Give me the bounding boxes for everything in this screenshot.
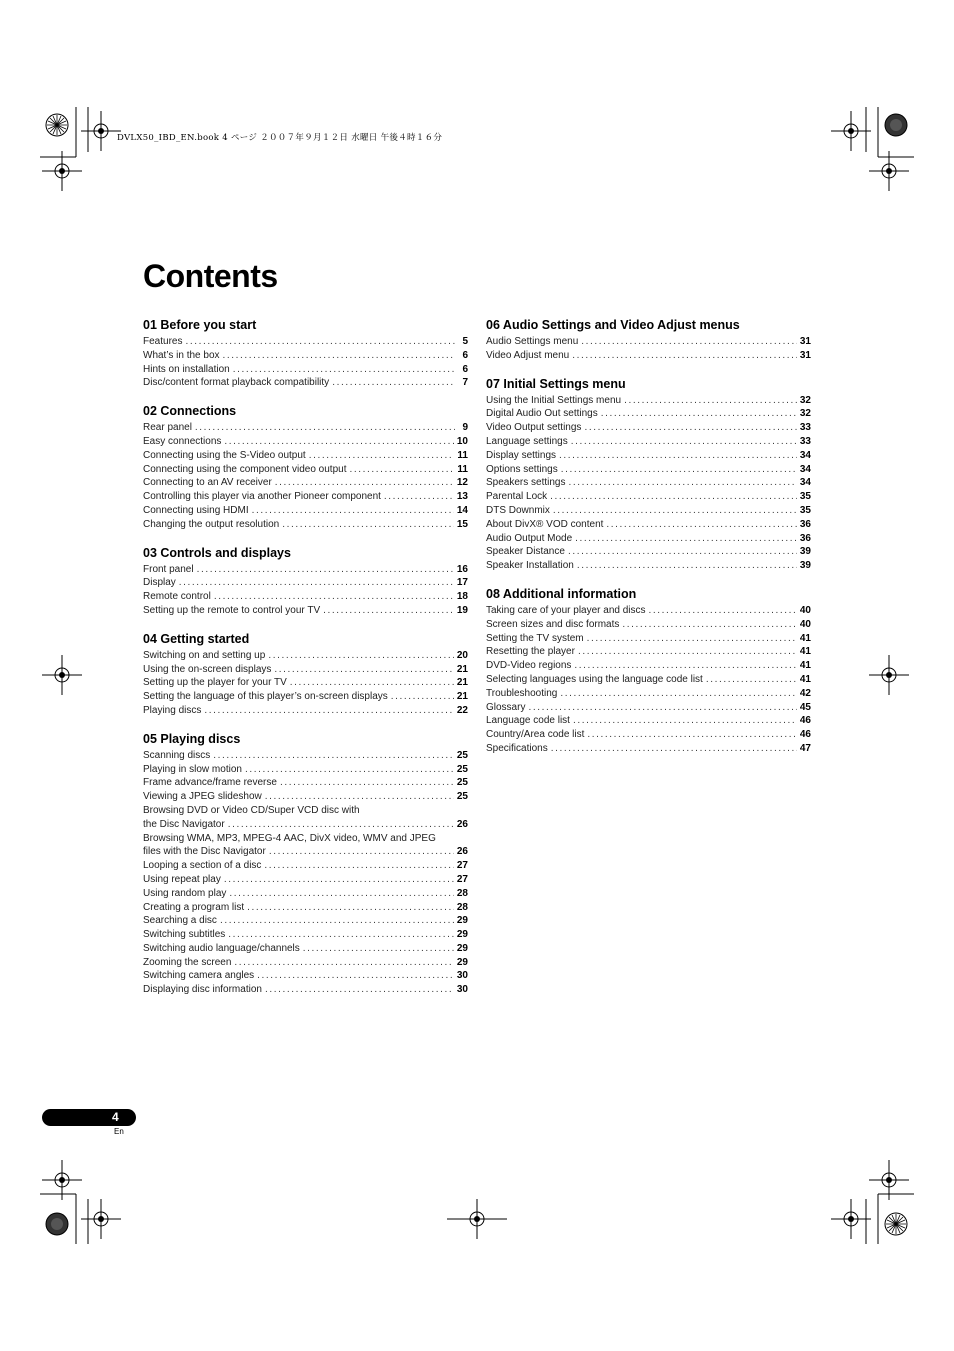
toc-entry[interactable] <box>486 604 811 618</box>
toc-entry[interactable] <box>486 687 811 701</box>
toc-entry[interactable] <box>486 449 811 463</box>
toc-entry[interactable] <box>143 663 468 677</box>
toc-entry-title: Country/Area code list <box>486 729 585 741</box>
toc-entry-title: Disc/content format playback compatibility <box>143 377 330 389</box>
toc-entry-page: 29 <box>456 956 468 968</box>
toc-entry-page: 31 <box>799 349 811 361</box>
toc-entry[interactable] <box>143 928 468 942</box>
toc-entry-title: Viewing a JPEG slideshow <box>143 791 262 803</box>
toc-entry[interactable] <box>143 790 468 804</box>
toc-entry-page: 39 <box>799 546 811 558</box>
toc-entry[interactable] <box>143 956 468 970</box>
toc-entry-title: Troubleshooting <box>486 687 558 699</box>
toc-entry-page: 46 <box>799 729 811 741</box>
toc-entry-page: 35 <box>799 504 811 516</box>
toc-entry-title: Switching audio language/channels <box>143 942 300 954</box>
dot-leader <box>195 421 455 435</box>
dot-leader <box>274 663 453 677</box>
dot-leader <box>197 563 454 577</box>
dot-leader <box>574 659 796 673</box>
toc-entry-page: 25 <box>456 791 468 803</box>
dot-leader <box>309 449 455 463</box>
toc-entry-page: 32 <box>799 408 811 420</box>
toc-entry-title: Switching camera angles <box>143 970 255 982</box>
toc-entry-page: 28 <box>456 901 468 913</box>
toc-entry-page: 41 <box>799 646 811 658</box>
toc-entry-page: 35 <box>799 491 811 503</box>
dot-leader <box>384 490 454 504</box>
toc-entry-title: Language code list <box>486 715 570 727</box>
toc-entry-page: 41 <box>799 660 811 672</box>
toc-section <box>143 732 468 997</box>
toc-section <box>143 546 468 618</box>
toc-entry-title: DVD-Video regions <box>486 660 572 672</box>
toc-entry[interactable] <box>143 969 468 983</box>
toc-entry[interactable] <box>143 942 468 956</box>
toc-entry-title-line: Browsing WMA, MP3, MPEG-4 AAC, DivX video, WMV and JPEG <box>143 832 436 844</box>
toc-entry-title: the Disc Navigator <box>143 818 225 830</box>
toc-section-heading: 02 Connections <box>143 404 237 419</box>
dot-leader <box>706 673 797 687</box>
toc-entry[interactable] <box>486 673 811 687</box>
toc-entry-page: 33 <box>799 422 811 434</box>
toc-entry[interactable] <box>143 749 468 763</box>
toc-entry-page: 15 <box>456 518 468 530</box>
toc-entry[interactable] <box>143 590 468 604</box>
toc-entry[interactable] <box>486 394 811 408</box>
toc-entry[interactable] <box>486 421 811 435</box>
toc-entry-page: 26 <box>456 846 468 858</box>
toc-entry[interactable] <box>486 463 811 477</box>
dot-leader <box>214 590 454 604</box>
toc-entry-page: 25 <box>456 763 468 775</box>
toc-entry-title: Speakers settings <box>486 477 566 489</box>
registration-mark-icon <box>831 111 871 151</box>
toc-entry-title: About DivX® VOD content <box>486 518 604 530</box>
toc-right-column <box>486 318 811 770</box>
toc-entry-title: Connecting using the S-Video output <box>143 449 306 461</box>
toc-entry[interactable] <box>143 676 468 690</box>
toc-entry-title: What’s in the box <box>143 349 220 361</box>
toc-entry-page: 45 <box>799 701 811 713</box>
dot-leader <box>265 790 454 804</box>
toc-entry-title: Video Adjust menu <box>486 349 570 361</box>
dot-leader <box>569 476 797 490</box>
dot-leader <box>550 490 797 504</box>
dot-leader <box>587 728 796 742</box>
dot-leader <box>572 349 797 363</box>
toc-entry-title: Connecting using HDMI <box>143 504 249 516</box>
toc-entry-title: Features <box>143 336 183 347</box>
dot-leader <box>577 559 797 573</box>
registration-mark-icon <box>81 111 121 151</box>
toc-entry-title: Display settings <box>486 449 557 461</box>
dot-leader <box>275 476 454 490</box>
dot-leader <box>269 845 454 859</box>
dot-leader <box>247 901 454 915</box>
toc-entry-title: Connecting to an AV receiver <box>143 477 272 489</box>
toc-entry[interactable] <box>486 349 811 363</box>
toc-entry-page: 47 <box>799 742 811 754</box>
toc-entry-page: 30 <box>456 970 468 982</box>
toc-entry-page: 40 <box>799 618 811 630</box>
toc-entry-title: Using the on-screen displays <box>143 663 272 675</box>
toc-entry-title: Connecting using the component video output <box>143 463 347 475</box>
dot-leader <box>624 394 797 408</box>
toc-entry[interactable] <box>143 563 468 577</box>
dot-leader <box>559 449 797 463</box>
toc-entry[interactable] <box>143 690 468 704</box>
toc-entry-title: Setting the TV system <box>486 632 584 644</box>
toc-entry[interactable] <box>143 463 468 477</box>
toc-entry[interactable] <box>143 349 468 363</box>
toc-entry-title: Parental Lock <box>486 491 548 503</box>
dot-leader <box>528 701 796 715</box>
toc-entry-title: Using the Initial Settings menu <box>486 394 622 406</box>
page-number-tab <box>42 1109 136 1126</box>
toc-section-heading: 07 Initial Settings menu <box>486 376 626 391</box>
toc-section-heading: 01 Before you start <box>143 318 257 332</box>
toc-entry-page: 40 <box>799 604 811 616</box>
dot-leader <box>323 604 454 618</box>
toc-entry[interactable] <box>143 873 468 887</box>
dot-leader <box>252 504 454 518</box>
toc-entry-title: Audio Settings menu <box>486 336 579 347</box>
toc-entry-page: 21 <box>456 663 468 675</box>
toc-entry[interactable] <box>486 407 811 421</box>
toc-entry-page: 34 <box>799 477 811 489</box>
toc-entry-page: 6 <box>462 349 468 361</box>
toc-entry-title: Glossary <box>486 701 526 713</box>
toc-entry-title: Front panel <box>143 563 194 575</box>
dot-leader <box>303 942 454 956</box>
toc-entry-title: Speaker Distance <box>486 546 565 558</box>
print-header-line: DVLX50_IBD_EN.book 4 ページ ２００７年９月１２日 水曜日 午後４時１６分 <box>117 133 443 143</box>
toc-entry-title: Hints on installation <box>143 363 230 375</box>
toc-entry-page: 30 <box>456 984 468 996</box>
dot-leader <box>282 518 454 532</box>
toc-entry[interactable] <box>143 421 468 435</box>
toc-entry-page: 10 <box>456 435 468 447</box>
dot-leader <box>265 983 454 997</box>
toc-entry-page: 42 <box>799 687 811 699</box>
dot-leader <box>179 576 454 590</box>
toc-entry-line <box>143 845 468 859</box>
registration-star-icon <box>46 114 68 136</box>
dot-leader <box>245 763 454 777</box>
dot-leader <box>561 463 797 477</box>
toc-entry-title: Playing in slow motion <box>143 763 242 775</box>
toc-entry-title: Controlling this player via another Pioneer component <box>143 491 381 503</box>
toc-entry-page: 13 <box>456 491 468 503</box>
toc-entry-title: Using repeat play <box>143 873 221 885</box>
toc-entry-page: 5 <box>462 336 468 347</box>
toc-entry[interactable] <box>486 532 811 546</box>
toc-entry-page: 32 <box>799 394 811 406</box>
toc-entry-title: Setting up the remote to control your TV <box>143 604 321 616</box>
toc-entry-title: Frame advance/frame reverse <box>143 777 277 789</box>
toc-entry[interactable] <box>486 559 811 573</box>
dot-leader <box>233 363 455 377</box>
registration-solid-icon <box>46 1213 68 1235</box>
toc-entry[interactable] <box>486 504 811 518</box>
toc-section <box>143 632 468 718</box>
toc-entry-page: 34 <box>799 463 811 475</box>
toc-entry-title: Setting up the player for your TV <box>143 677 287 689</box>
toc-entry-page: 26 <box>456 818 468 830</box>
toc-entry-page: 29 <box>456 929 468 941</box>
toc-entry-page: 6 <box>462 363 468 375</box>
toc-entry-page: 33 <box>799 435 811 447</box>
toc-entry[interactable] <box>486 490 811 504</box>
toc-entry[interactable] <box>143 804 468 832</box>
dot-leader <box>224 873 454 887</box>
toc-entry[interactable] <box>143 887 468 901</box>
toc-entry-page: 36 <box>799 518 811 530</box>
toc-entry-page: 41 <box>799 673 811 685</box>
toc-entry-title: Switching on and setting up <box>143 649 266 661</box>
dot-leader <box>268 649 454 663</box>
toc-entry-page: 46 <box>799 715 811 727</box>
registration-mark-icon <box>869 655 909 695</box>
toc-entry-title: Taking care of your player and discs <box>486 604 646 616</box>
dot-leader <box>204 704 454 718</box>
dot-leader <box>573 714 797 728</box>
toc-entry[interactable] <box>143 704 468 718</box>
toc-section <box>486 318 811 363</box>
toc-section-heading: 05 Playing discs <box>143 731 241 746</box>
toc-entry-title-line: Browsing DVD or Video CD/Super VCD disc with <box>143 804 360 816</box>
toc-entry-page: 14 <box>456 504 468 516</box>
dot-leader <box>280 776 454 790</box>
dot-leader <box>224 435 453 449</box>
toc-section <box>486 587 811 756</box>
toc-entry-page: 12 <box>456 477 468 489</box>
registration-mark-icon <box>42 655 82 695</box>
dot-leader <box>553 504 797 518</box>
toc-entry-page: 21 <box>456 691 468 703</box>
toc-section-heading: 06 Audio Settings and Video Adjust menus <box>486 318 740 332</box>
dot-leader <box>581 335 797 349</box>
toc-entry[interactable] <box>143 476 468 490</box>
toc-entry[interactable] <box>486 335 811 349</box>
registration-star-icon <box>885 1213 907 1235</box>
toc-entry-page: 29 <box>456 942 468 954</box>
toc-entry-title: DTS Downmix <box>486 504 550 516</box>
registration-mark-icon <box>81 1199 121 1239</box>
toc-entry-page: 21 <box>456 677 468 689</box>
dot-leader <box>264 859 453 873</box>
toc-entry[interactable] <box>143 649 468 663</box>
dot-leader <box>185 335 455 349</box>
dot-leader <box>551 742 797 756</box>
dot-leader <box>229 887 454 901</box>
page-number: 4 <box>112 1110 119 1124</box>
dot-leader <box>571 435 797 449</box>
toc-entry-page: 20 <box>456 649 468 661</box>
toc-entry[interactable] <box>486 742 811 756</box>
toc-entry-title: Easy connections <box>143 435 222 447</box>
toc-left-column <box>143 318 468 1011</box>
dot-leader <box>290 676 454 690</box>
toc-entry-title: Switching subtitles <box>143 929 226 941</box>
toc-entry-page: 39 <box>799 560 811 572</box>
toc-entry-title: files with the Disc Navigator <box>143 846 266 858</box>
dot-leader <box>587 632 797 646</box>
toc-entry[interactable] <box>143 763 468 777</box>
dot-leader <box>223 349 455 363</box>
toc-entry[interactable] <box>143 914 468 928</box>
dot-leader <box>220 914 454 928</box>
dot-leader <box>601 407 797 421</box>
toc-section-heading: 03 Controls and displays <box>143 545 291 560</box>
toc-entry-title: Looping a section of a disc <box>143 860 262 872</box>
registration-mark-icon <box>831 1199 871 1239</box>
toc-entry-page: 17 <box>456 577 468 589</box>
toc-entry-page: 41 <box>799 632 811 644</box>
toc-entry-title: Changing the output resolution <box>143 518 280 530</box>
toc-entry[interactable] <box>143 363 468 377</box>
toc-entry[interactable] <box>486 645 811 659</box>
dot-leader <box>349 463 454 477</box>
dot-leader <box>228 818 454 832</box>
toc-entry-title: Setting the language of this player’s on-screen displays <box>143 691 388 703</box>
toc-entry-title: Zooming the screen <box>143 956 232 968</box>
toc-entry[interactable] <box>143 335 468 349</box>
toc-entry-page: 29 <box>456 915 468 927</box>
toc-entry[interactable] <box>143 435 468 449</box>
toc-entry[interactable] <box>486 714 811 728</box>
toc-entry-title: Digital Audio Out settings <box>486 408 598 420</box>
toc-entry-page: 25 <box>456 749 468 761</box>
toc-entry-title: Displaying disc information <box>143 984 262 996</box>
toc-entry-title: Language settings <box>486 435 568 447</box>
toc-entry[interactable] <box>143 504 468 518</box>
toc-entry-page: 7 <box>462 377 468 389</box>
toc-entry[interactable] <box>486 435 811 449</box>
toc-entry-page: 19 <box>456 604 468 616</box>
dot-leader <box>584 421 796 435</box>
toc-entry-title: Video Output settings <box>486 422 582 434</box>
toc-entry[interactable] <box>143 376 468 390</box>
toc-section <box>143 318 468 390</box>
toc-entry[interactable] <box>143 983 468 997</box>
toc-entry[interactable] <box>486 659 811 673</box>
toc-entry[interactable] <box>486 618 811 632</box>
toc-entry-title: Playing discs <box>143 704 202 716</box>
toc-entry[interactable] <box>486 545 811 559</box>
toc-entry-title: Options settings <box>486 463 558 475</box>
toc-entry[interactable] <box>143 576 468 590</box>
toc-section-heading: 04 Getting started <box>143 631 250 646</box>
toc-entry-title: Specifications <box>486 742 548 754</box>
toc-entry[interactable] <box>486 476 811 490</box>
dot-leader <box>257 969 454 983</box>
dot-leader <box>560 687 797 701</box>
toc-entry[interactable] <box>486 728 811 742</box>
toc-entry-page: 27 <box>456 873 468 885</box>
dot-leader <box>568 545 797 559</box>
toc-section <box>143 404 468 531</box>
toc-entry[interactable] <box>486 518 811 532</box>
toc-entry-page: 11 <box>457 449 468 461</box>
toc-entry-title: Audio Output Mode <box>486 532 573 544</box>
toc-entry-page: 11 <box>457 463 468 475</box>
toc-entry-page: 16 <box>456 563 468 575</box>
dot-leader <box>332 376 455 390</box>
dot-leader <box>575 532 797 546</box>
toc-entry-title: Display <box>143 577 176 589</box>
toc-entry-page: 34 <box>799 449 811 461</box>
dot-leader <box>213 749 454 763</box>
toc-entry-page: 36 <box>799 532 811 544</box>
toc-entry-title: Resetting the player <box>486 646 575 658</box>
toc-entry[interactable] <box>143 518 468 532</box>
toc-entry-page: 27 <box>456 860 468 872</box>
dot-leader <box>234 956 453 970</box>
toc-entry-title: Searching a disc <box>143 915 217 927</box>
toc-entry[interactable] <box>486 701 811 715</box>
dot-leader <box>649 604 797 618</box>
toc-entry-page: 9 <box>462 422 468 434</box>
toc-entry[interactable] <box>143 604 468 618</box>
toc-entry[interactable] <box>486 632 811 646</box>
toc-entry-page: 28 <box>456 887 468 899</box>
toc-section <box>486 377 811 573</box>
toc-entry-title: Remote control <box>143 591 211 603</box>
dot-leader <box>228 928 454 942</box>
dot-leader <box>578 645 797 659</box>
toc-entry-line <box>143 818 468 832</box>
toc-entry[interactable] <box>143 776 468 790</box>
registration-solid-icon <box>885 114 907 136</box>
dot-leader <box>391 690 454 704</box>
page-language: En <box>114 1127 124 1136</box>
toc-entry-page: 22 <box>456 704 468 716</box>
toc-entry-title: Selecting languages using the language code list <box>486 673 703 685</box>
toc-entry[interactable] <box>143 832 468 860</box>
toc-entry-title: Screen sizes and disc formats <box>486 618 620 630</box>
dot-leader <box>622 618 796 632</box>
page-title: Contents <box>143 258 278 294</box>
toc-entry[interactable] <box>143 901 468 915</box>
toc-section-heading: 08 Additional information <box>486 586 637 601</box>
toc-entry[interactable] <box>143 449 468 463</box>
toc-entry-title: Using random play <box>143 887 227 899</box>
toc-entry-title: Scanning discs <box>143 749 211 761</box>
toc-entry-title: Creating a program list <box>143 901 245 913</box>
toc-entry[interactable] <box>143 490 468 504</box>
toc-entry-title: Rear panel <box>143 422 192 434</box>
toc-entry[interactable] <box>143 859 468 873</box>
dot-leader <box>606 518 796 532</box>
toc-entry-title: Speaker Installation <box>486 560 574 572</box>
toc-entry-page: 25 <box>456 777 468 789</box>
toc-entry-page: 18 <box>456 591 468 603</box>
toc-entry-page: 31 <box>799 336 811 347</box>
